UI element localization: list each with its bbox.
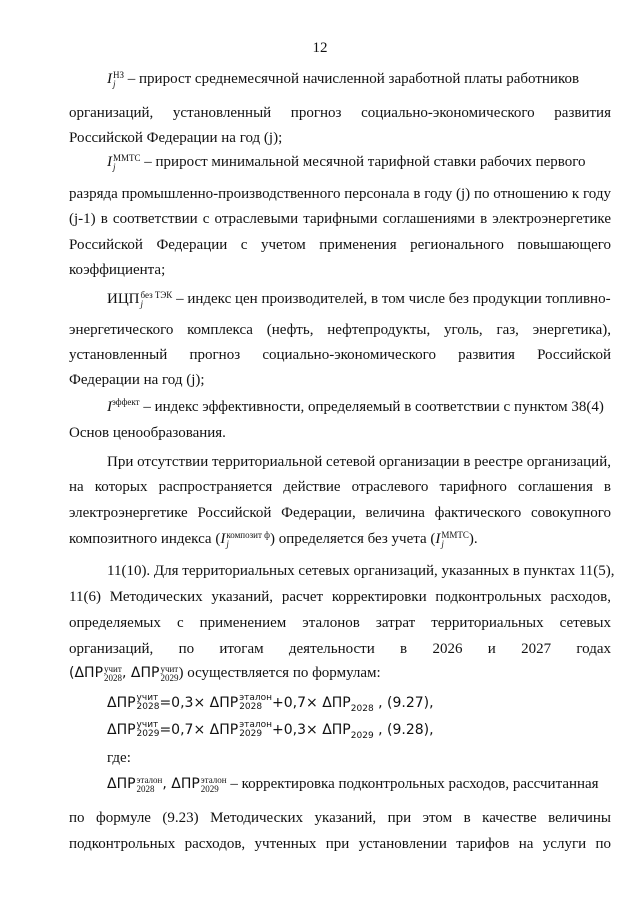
symbol: I [435, 531, 441, 547]
subscript: 2029 [239, 729, 263, 739]
symbol: I [107, 399, 112, 415]
text-line: Российской Федерации с учетом применения регионального повышающего [69, 237, 611, 253]
subscript: j [113, 78, 116, 89]
text-part: =0,3× ΔПР [159, 695, 239, 711]
text-line: по формуле (9.23) Методических указаний, при этом в качестве величины [69, 810, 611, 826]
text-part: ΔПР [107, 722, 136, 738]
text-part: ). [468, 531, 478, 547]
text-line: энергетического комплекса (нефть, нефтепродукты, уголь, газ, энергетика), [69, 322, 611, 338]
subscript: 2029 [160, 672, 179, 683]
subscript: 2029 [350, 730, 374, 741]
subscript: j [226, 538, 229, 549]
text-line: При отсутствии территориальной сетевой организации в реестре организаций, [107, 454, 611, 470]
superscript: эталон [239, 693, 273, 703]
text-part: ) осуществляется по формулам: [178, 665, 381, 681]
text-line: – индекс эффективности, определяемый в соответствии с пунктом 38(4) [139, 399, 604, 415]
subscript: 2028 [104, 672, 123, 683]
symbol: ИЦП [107, 291, 140, 307]
symbol: I [220, 531, 226, 547]
subscript: j [441, 538, 444, 549]
section-11-10-heading-line: 11(10). Для территориальных сетевых организаций, указанных в пунктах 11(5), [107, 563, 615, 579]
text-line: установленный прогноз социально-экономического развития Российской [69, 347, 611, 363]
text-part: композитного индекса ( [69, 531, 221, 547]
text-line: электроэнергетике Российской Федерации, величина фактического совокупного [69, 505, 611, 521]
text-part: ΔПР [107, 695, 136, 711]
text-line: определяемых с применением эталонов затрат территориальных сетевых [69, 615, 611, 631]
definition-efficiency-index [107, 398, 604, 416]
composite-index-line [69, 530, 478, 549]
formula-9-28 [107, 721, 434, 739]
where-label: где: [107, 750, 131, 766]
text-part: +0,7× ΔПР [272, 695, 351, 711]
text-line: разряда промышленно-производственного персонала в году (j) по отношению к году [69, 186, 611, 202]
subscript: 2028 [350, 703, 374, 714]
superscript: ММТС [113, 152, 141, 163]
text-line: организаций, по итогам деятельности в 2026 и 2027 годах [69, 641, 611, 657]
subscript: j [113, 161, 116, 172]
text-line: 11(6) Методических указаний, расчет корректировки подконтрольных расходов, [69, 589, 611, 605]
text-line: – индекс цен производителей, в том числе без продукции топливно- [172, 291, 611, 307]
superscript: эталон [239, 720, 273, 730]
text-part: (ΔПР [69, 665, 104, 681]
text-part: ) определяется без учета ( [269, 531, 436, 547]
text-line: – прирост среднемесячной начисленной заработной платы работников [124, 71, 580, 87]
subscript: j [140, 298, 144, 309]
text-line: – корректировка подконтрольных расходов, рассчитанная [226, 776, 599, 792]
formula-vars-line [69, 664, 381, 683]
text-line: организаций, установленный прогноз социально-экономического развития [69, 105, 611, 121]
text-part: =0,7× ΔПР [159, 722, 239, 738]
text-line: коэффициента; [69, 262, 166, 278]
subscript: 2028 [239, 702, 263, 712]
text-line: – прирост минимальной месячной тарифной ставки рабочих первого [140, 154, 586, 170]
superscript: учит [136, 720, 159, 730]
superscript: композит ф [226, 529, 270, 540]
text-line: (j-1) в соответствии с отраслевыми тарифными соглашениями в электроэнергетике [69, 211, 611, 227]
definition-income-growth [107, 70, 579, 89]
superscript: эталон [136, 774, 163, 785]
superscript: НЗ [113, 69, 125, 80]
text-part: , ΔПР [162, 776, 200, 792]
superscript: учит [136, 693, 159, 703]
superscript: ММТС [441, 529, 469, 540]
superscript: без ТЭК [140, 289, 173, 300]
text-part: +0,3× ΔПР [272, 722, 351, 738]
definition-correction [107, 775, 599, 794]
equation-number: , (9.28), [373, 722, 434, 738]
superscript: эталон [200, 774, 227, 785]
text-line: Федерации на год (j); [69, 372, 205, 388]
subscript: 2028 [136, 702, 160, 712]
equation-number: , (9.27), [373, 695, 434, 711]
symbol: I [107, 71, 112, 87]
subscript: 2029 [200, 783, 219, 794]
text-line: Российской Федерации на год (j); [69, 130, 283, 146]
text-line: Основ ценообразования. [69, 425, 226, 441]
superscript: эффект [112, 397, 140, 407]
symbol: I [107, 154, 112, 170]
page-number: 12 [312, 40, 328, 56]
definition-min-tariff-growth [107, 153, 586, 172]
text-part: , ΔПР [122, 665, 160, 681]
text-line: на которых распространяется действие отраслевого тарифного соглашения в [69, 479, 611, 495]
formula-9-27 [107, 694, 434, 712]
definition-price-index [107, 290, 611, 309]
subscript: 2028 [136, 783, 155, 794]
subscript: 2029 [136, 729, 160, 739]
superscript: учит [160, 663, 179, 674]
superscript: учит [104, 663, 122, 674]
text-part: ΔПР [107, 776, 136, 792]
text-line: подконтрольных расходов, учтенных при установлении тарифов на услуги по [69, 836, 611, 852]
